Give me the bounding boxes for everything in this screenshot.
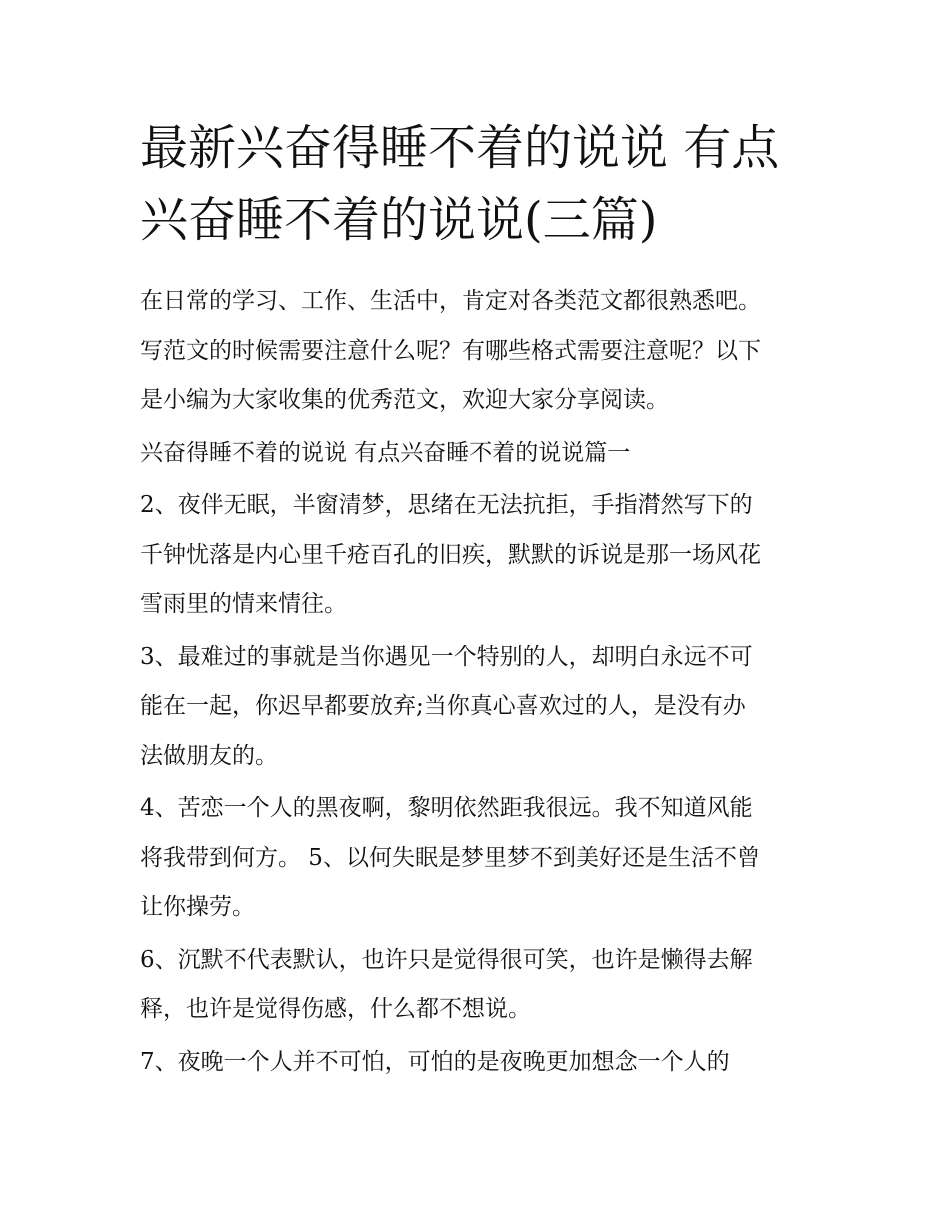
text-line: 释，也许是觉得伤感，什么都不想说。 [140, 996, 531, 1022]
text-line: 将我带到何方。 5、以何失眠是梦里梦不到美好还是生活不曾 [140, 844, 760, 871]
list-item-6 [140, 936, 830, 1035]
text-line: 4、苦恋一个人的黑夜啊，黎明依然距我很远。我不知道风能 [140, 795, 753, 821]
document-title [140, 112, 840, 256]
intro-paragraph [140, 277, 830, 426]
text-line: 兴奋得睡不着的说说 有点兴奋睡不着的说说篇一 [140, 439, 631, 466]
text-line: 是小编为大家收集的优秀范文，欢迎大家分享阅读。 [140, 387, 669, 413]
text-line: 雪雨里的情来情往。 [140, 591, 347, 617]
text-line: 6、沉默不代表默认，也许只是觉得很可笑，也许是懒得去解 [140, 946, 753, 973]
text-line: 3、最难过的事就是当你遇见一个特别的人，却明白永远不可 [140, 643, 753, 670]
list-item-3 [140, 633, 830, 782]
section-heading [140, 429, 830, 479]
text-line: 2、夜伴无眠，半窗清梦，思绪在无法抗拒，手指潸然写下的 [140, 492, 753, 518]
document-body [140, 277, 830, 1087]
text-line: 法做朋友的。 [140, 742, 278, 769]
text-line: 在日常的学习、工作、生活中，肯定对各类范文都很熟悉吧。 [140, 288, 761, 314]
list-item-7 [140, 1038, 830, 1088]
text-line: 让你操劳。 [140, 894, 255, 920]
text-line: 7、夜晚一个人并不可怕，可怕的是夜晚更加想念一个人的 [140, 1048, 730, 1075]
list-item-2 [140, 481, 830, 630]
list-item-4 [140, 784, 830, 933]
text-line: 写范文的时候需要注意什么呢？有哪些格式需要注意呢？以下 [140, 337, 761, 364]
title-line: 最新兴奋得睡不着的说说 有点 [140, 120, 780, 176]
title-line: 兴奋睡不着的说说(三篇) [140, 192, 658, 248]
text-line: 能在一起，你迟早都要放弃;当你真心喜欢过的人，是没有办 [140, 693, 746, 719]
text-line: 千钟忧落是内心里千疮百孔的旧疾，默默的诉说是那一场风花 [140, 541, 761, 568]
